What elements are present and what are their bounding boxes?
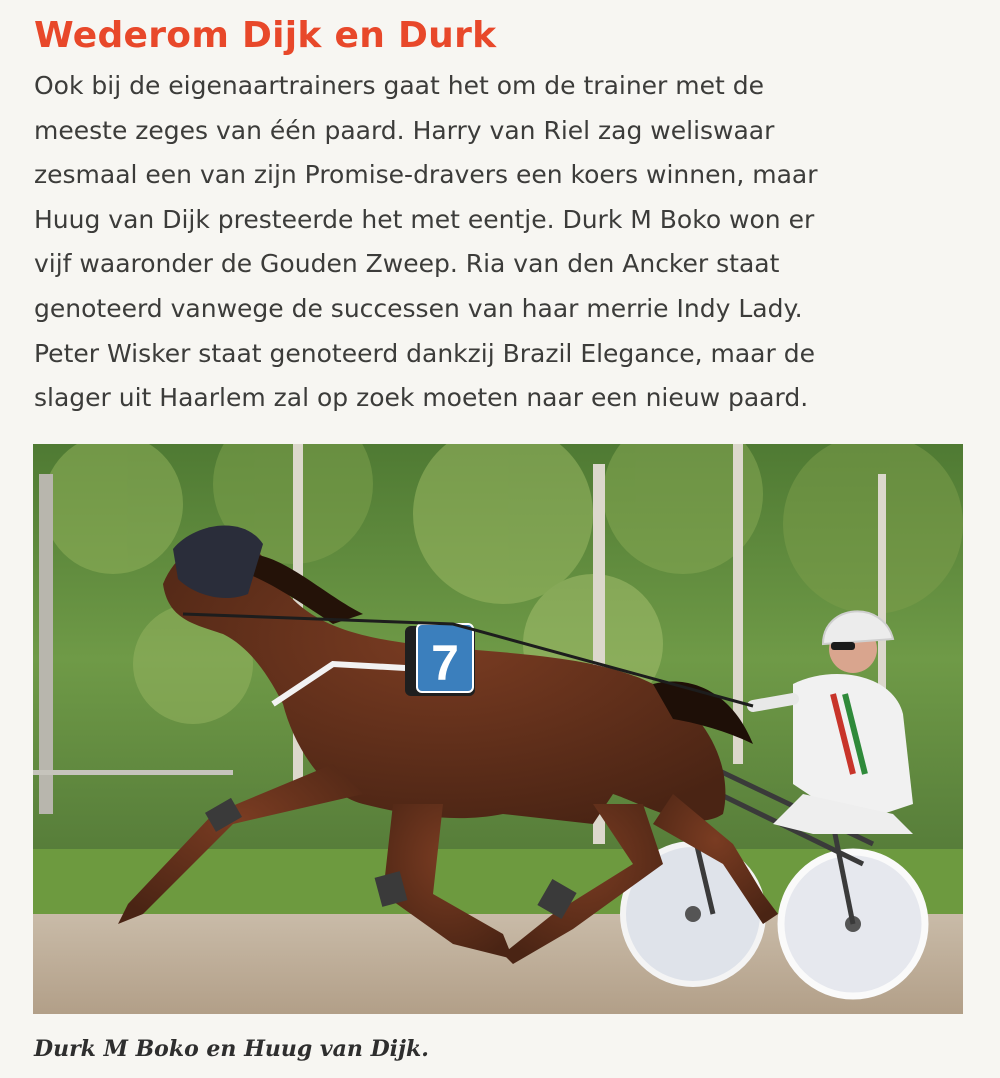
article-body <box>34 64 974 421</box>
body-line: slager uit Haarlem zal op zoek moeten naar een nieuw paard. <box>34 383 809 413</box>
race-photo <box>33 444 963 1014</box>
body-line: Huug van Dijk presteerde het met eentje. Durk M Boko won er <box>34 204 815 234</box>
photo-caption: Durk M Boko en Huug van Dijk. <box>34 1036 429 1062</box>
fence-rail <box>33 770 233 775</box>
number-cloth <box>405 624 475 696</box>
body-line: Ook bij de eigenaartrainers gaat het om de trainer met de <box>34 71 765 100</box>
body-line: vijf waaronder de Gouden Zweep. Ria van den Ancker staat <box>34 249 780 279</box>
number-cloth-label: 7 <box>431 635 459 691</box>
body-line: meeste zeges van één paard. Harry van Riel zag weliswaar <box>34 115 775 145</box>
body-line: zesmaal een van zijn Promise-dravers een koers winnen, maar <box>34 160 818 190</box>
article-headline: Wederom Dijk en Durk <box>34 15 497 56</box>
body-line: Peter Wisker staat genoteerd dankzij Brazil Elegance, maar de <box>34 338 815 368</box>
pole <box>39 474 53 814</box>
body-line: genoteerd vanwege de successen van haar merrie Indy Lady. <box>34 293 803 323</box>
